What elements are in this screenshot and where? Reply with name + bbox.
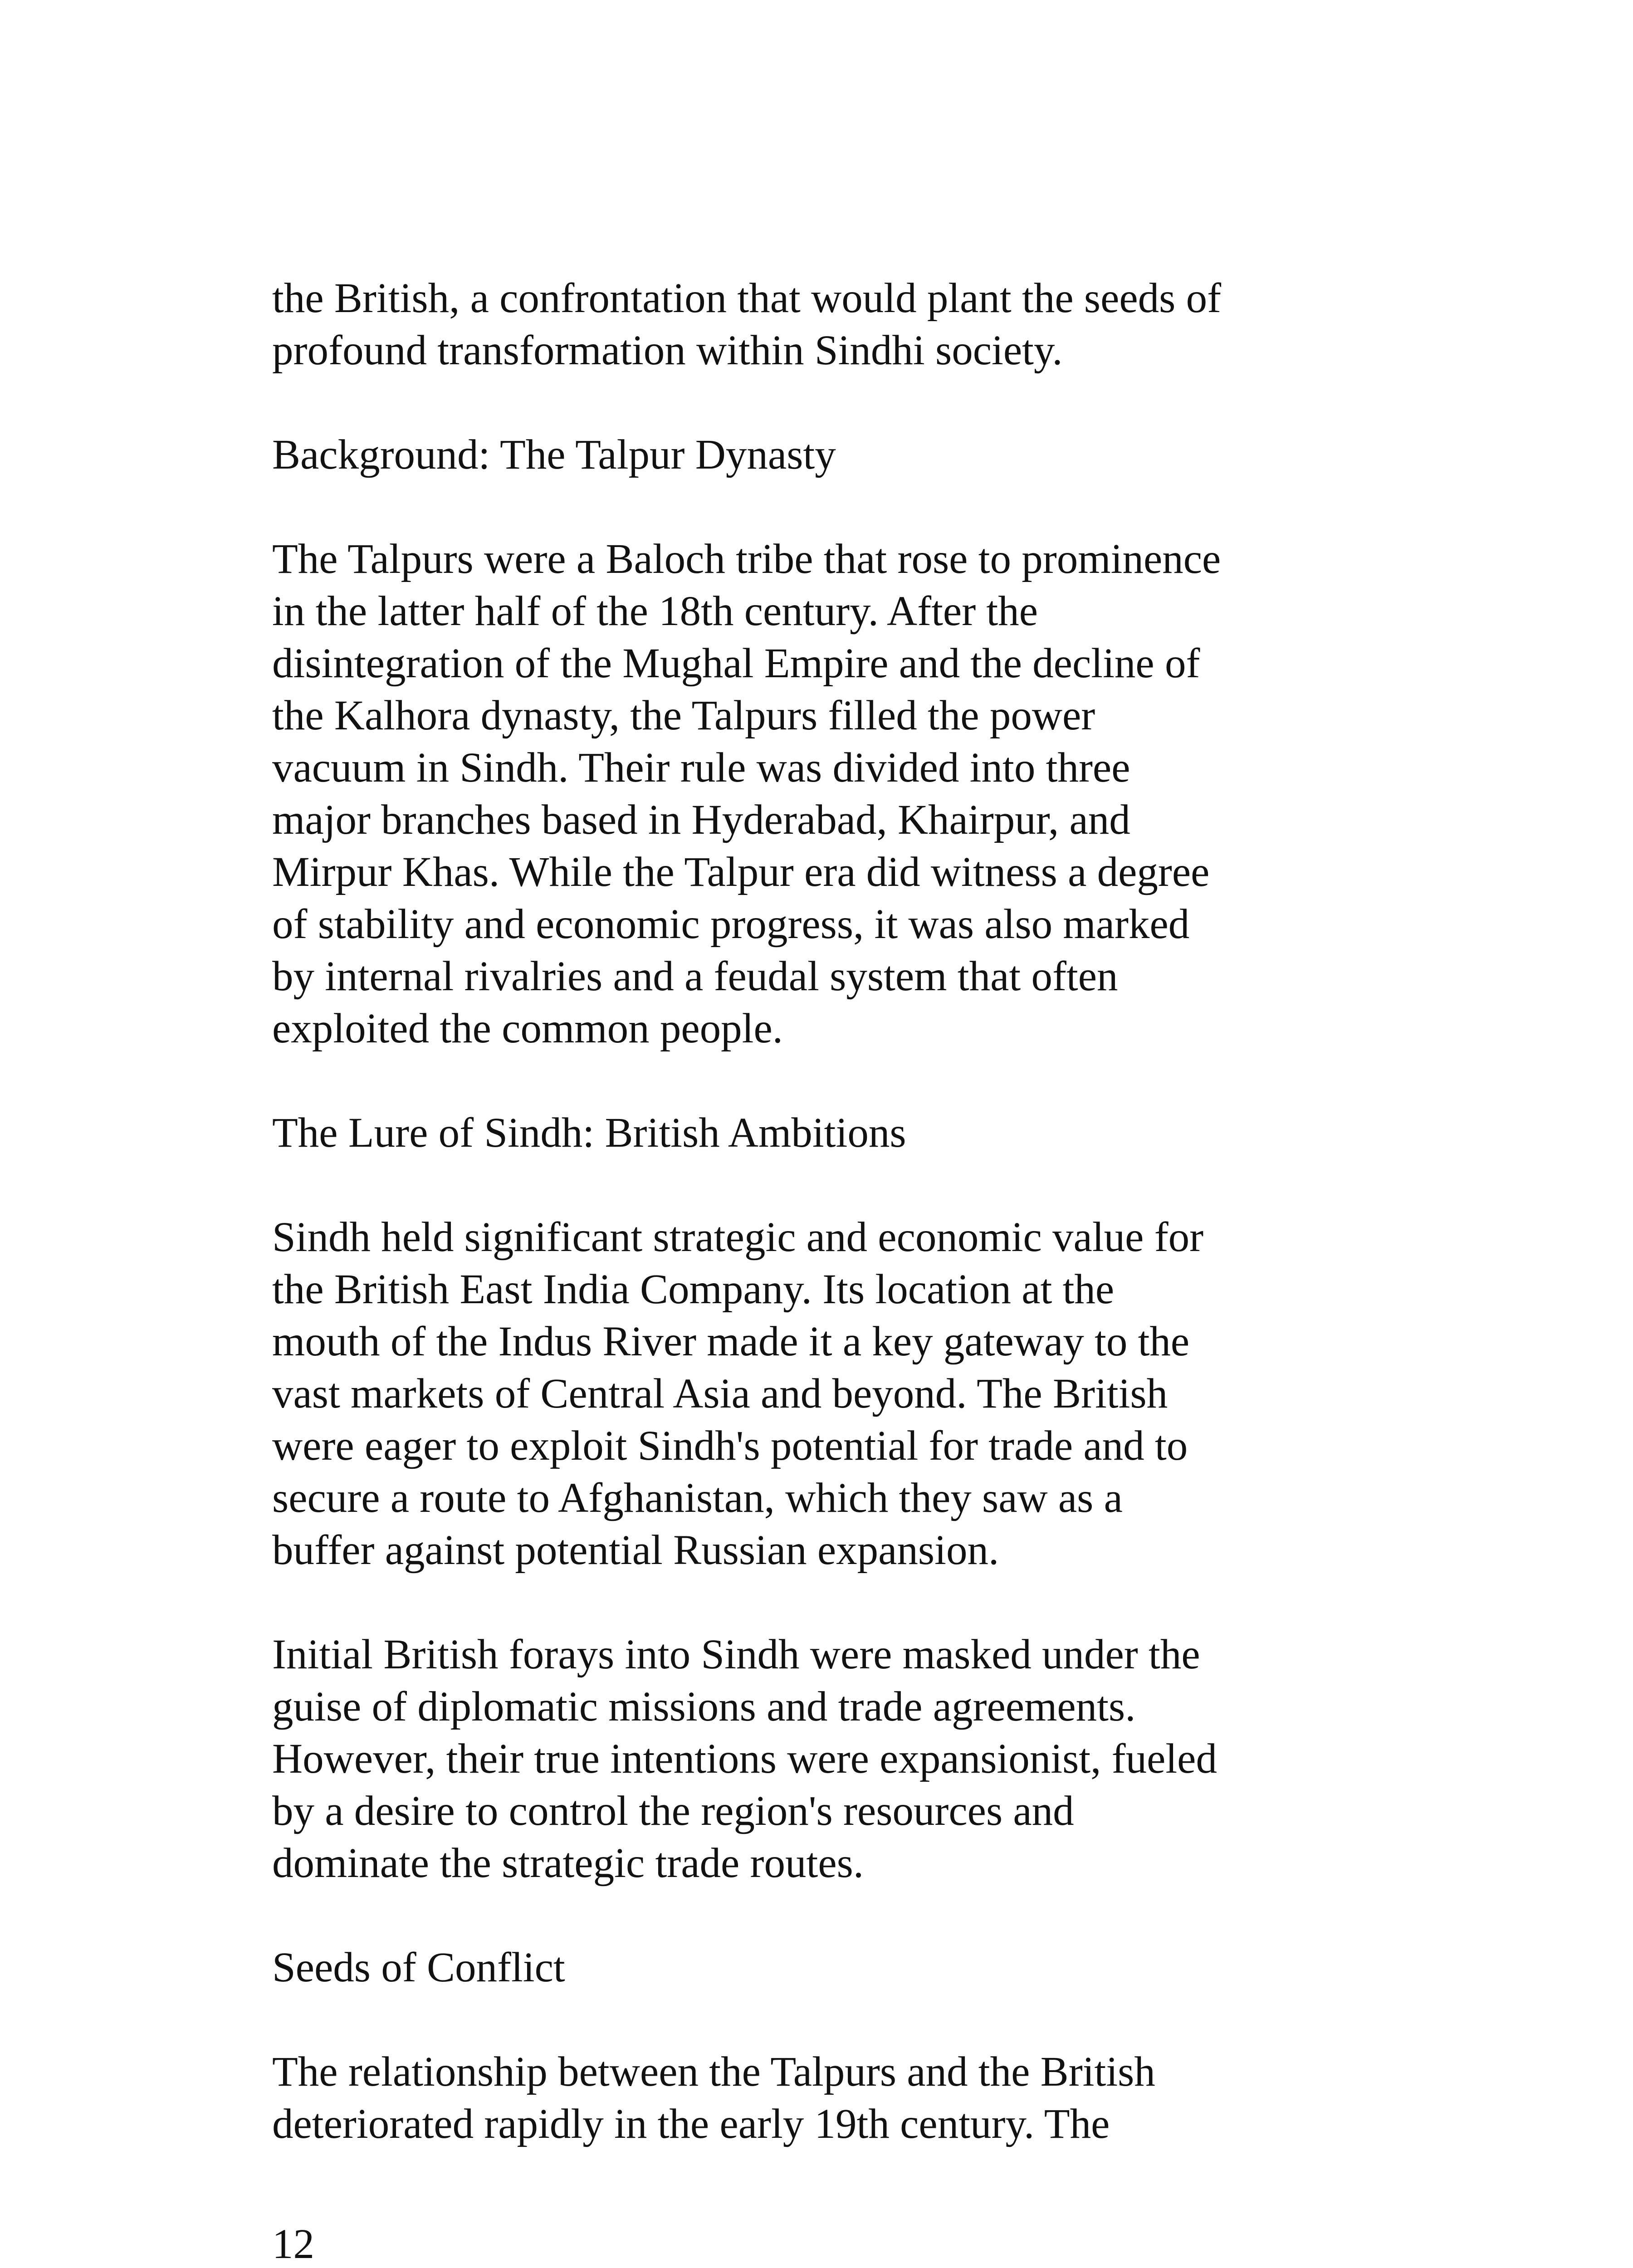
text-line: mouth of the Indus River made it a key gateway to the — [272, 1318, 1190, 1365]
text-line: in the latter half of the 18th century. After the — [272, 588, 1038, 635]
paragraph-gap — [272, 1994, 1315, 2046]
text-line: major branches based in Hyderabad, Khairpur, and — [272, 797, 1130, 843]
text-line: Mirpur Khas. While the Talpur era did witness a degree — [272, 849, 1210, 895]
text-line: disintegration of the Mughal Empire and the decline of — [272, 640, 1200, 687]
paragraph-gap — [272, 1159, 1315, 1211]
paragraph-relationship — [272, 2046, 1315, 2150]
text-line: guise of diplomatic missions and trade agreements. — [272, 1683, 1136, 1730]
paragraph-gap — [272, 481, 1315, 533]
text-line: the Kalhora dynasty, the Talpurs filled the power — [272, 692, 1095, 739]
paragraph-talpur-dynasty — [272, 533, 1315, 1055]
section-heading-talpur-dynasty — [272, 429, 1315, 481]
text-line: the British, a confrontation that would plant the seeds of — [272, 275, 1222, 322]
section-heading-lure-of-sindh — [272, 1107, 1315, 1159]
text-line: Initial British forays into Sindh were masked under the — [272, 1631, 1200, 1678]
paragraph-gap — [272, 376, 1315, 429]
paragraph-intro-continuation — [272, 272, 1315, 376]
text-line: were eager to exploit Sindh's potential for trade and to — [272, 1422, 1188, 1469]
text-line: However, their true intentions were expansionist, fueled — [272, 1735, 1217, 1782]
text-line: secure a route to Afghanistan, which they saw as a — [272, 1475, 1123, 1521]
heading-line: The Lure of Sindh: British Ambitions — [272, 1110, 906, 1156]
text-line: vast markets of Central Asia and beyond. The British — [272, 1370, 1168, 1417]
paragraph-gap — [272, 1055, 1315, 1107]
text-line: by internal rivalries and a feudal system that often — [272, 953, 1118, 1000]
text-line: the British East India Company. Its location at the — [272, 1266, 1115, 1313]
text-line: profound transformation within Sindhi society. — [272, 327, 1063, 374]
text-line: deteriorated rapidly in the early 19th century. The — [272, 2101, 1110, 2147]
text-line: Sindh held significant strategic and economic value for — [272, 1214, 1204, 1261]
text-line: vacuum in Sindh. Their rule was divided into three — [272, 744, 1130, 791]
text-line: dominate the strategic trade routes. — [272, 1840, 864, 1887]
paragraph-gap — [272, 1576, 1315, 1628]
text-line: buffer against potential Russian expansion. — [272, 1527, 999, 1574]
paragraph-initial-forays — [272, 1628, 1315, 1889]
section-heading-seeds-of-conflict — [272, 1941, 1315, 1994]
heading-line: Background: The Talpur Dynasty — [272, 431, 836, 478]
text-line: by a desire to control the region's resources and — [272, 1788, 1074, 1834]
paragraph-strategic-value — [272, 1211, 1315, 1576]
text-line: exploited the common people. — [272, 1005, 783, 1052]
body-text — [272, 272, 1315, 2150]
heading-line: Seeds of Conflict — [272, 1944, 565, 1991]
text-line: of stability and economic progress, it was also marked — [272, 901, 1190, 948]
text-line: The relationship between the Talpurs and the British — [272, 2048, 1155, 2095]
text-line: The Talpurs were a Baloch tribe that rose to prominence — [272, 536, 1221, 582]
paragraph-gap — [272, 1889, 1315, 1941]
page-number: 12 — [272, 2221, 314, 2268]
